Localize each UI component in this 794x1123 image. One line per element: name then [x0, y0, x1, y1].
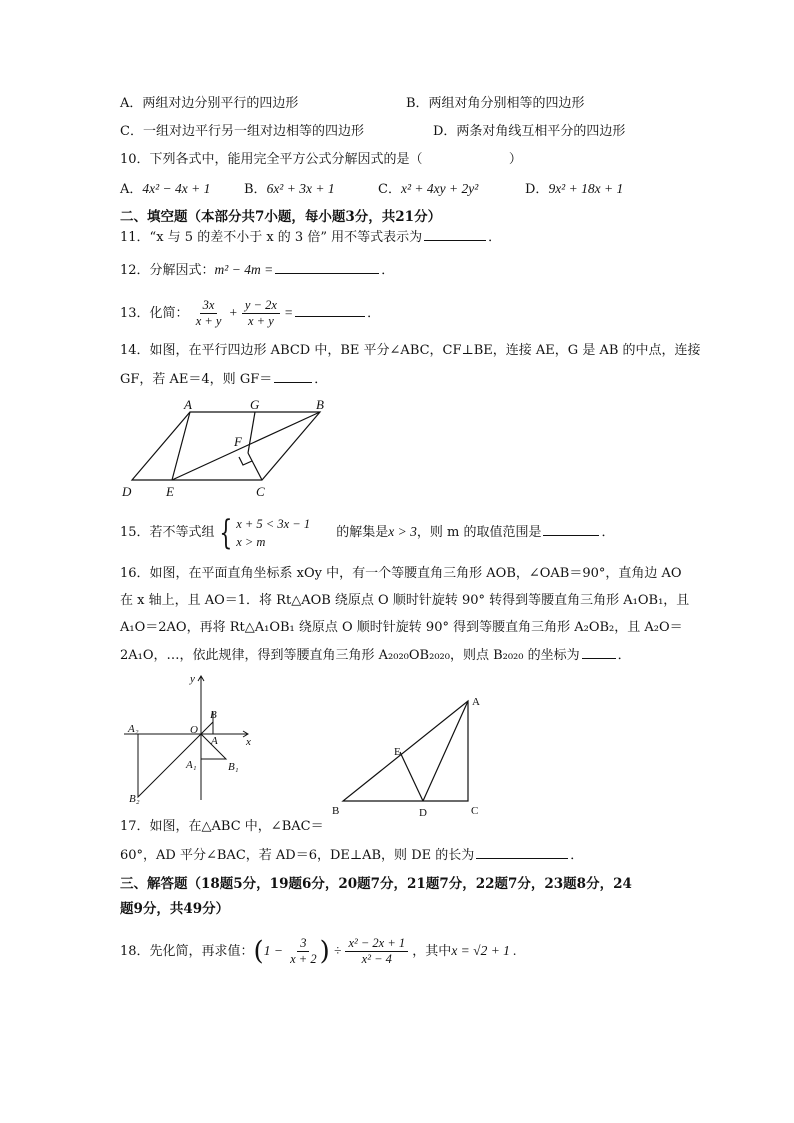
- q15-label: 15．若不等式组: [120, 525, 215, 540]
- q15-ineq2: x > m: [236, 534, 266, 549]
- label-a1: A₁: [186, 759, 197, 771]
- q18-right-paren: ): [319, 936, 330, 967]
- q18-label: 18．先化简，再求值：: [120, 944, 254, 959]
- parallelogram-abcd: [132, 412, 320, 480]
- q9-option-a: A．两组对边分别平行的四边形: [120, 96, 299, 111]
- q17-line1: 17．如图，在△ABC 中，∠BAC＝: [120, 819, 324, 834]
- segment-cf: [248, 453, 262, 480]
- q10-a-label: A．: [120, 182, 143, 197]
- triangle-abc-figure: [328, 692, 488, 822]
- inequality-system: [236, 515, 310, 551]
- q14-answer-blank[interactable]: [274, 370, 312, 383]
- q18-x-value: x = √2 + 1 .: [451, 943, 517, 958]
- q10-d-label: D．: [525, 182, 549, 197]
- q10-b-label: B．: [244, 182, 267, 197]
- q15-ineq1: x + 5 < 3x − 1: [236, 516, 311, 531]
- q13-f1-den: x + y: [195, 314, 222, 328]
- q13-fraction-1: [193, 298, 225, 329]
- q12-text: 12．分解因式：: [120, 263, 215, 278]
- label-e: E: [166, 484, 174, 499]
- label-c: C: [256, 484, 265, 499]
- q16-line3: A₁O＝2AO，再将 Rt△A₁OB₁ 绕原点 O 顺时针旋转 90° 得到等腰直角三角形 A₂OB₂，且 A₂O＝: [120, 620, 683, 635]
- q13-f2-den: x + y: [248, 314, 274, 328]
- q18-f1-den: x + 2: [290, 952, 317, 966]
- q13: 13．化简： $\frac{3x}{x + y}$ + $\frac{y - 2x}{x + y}$ = ．: [120, 298, 381, 328]
- q13-f2-num: y − 2x: [242, 298, 280, 314]
- label-a2: A₂: [128, 723, 139, 735]
- label-y: y: [190, 673, 195, 685]
- q14-line1: 14．如图，在平行四边形 ABCD 中，BE 平分∠ABC，CF⊥BE，连接 AE，G 是 AB 的中点，连接: [120, 343, 701, 358]
- q14-line2: GF，若 AE＝4，则 GF＝ ．: [120, 372, 328, 387]
- label-a: A: [472, 696, 480, 708]
- q16-line2: 在 x 轴上，且 AO＝1．将 Rt△AOB 绕原点 O 顺时针旋转 90° 转得到等腰直角三角形 A₁OB₁，且: [120, 593, 690, 608]
- q18-tail: ，其中: [412, 944, 452, 959]
- q10-option-d: [525, 180, 623, 199]
- q14-line2-text: GF，若 AE＝4，则 GF＝: [120, 372, 273, 387]
- label-a: A: [211, 735, 218, 747]
- q13-answer-blank[interactable]: [295, 304, 365, 317]
- label-x: x: [246, 736, 251, 748]
- q10-option-a: [120, 180, 210, 199]
- label-e: E: [394, 746, 401, 758]
- q18: [120, 934, 517, 969]
- system-brace: {: [218, 512, 232, 553]
- q12-expr: m² − 4m =: [214, 262, 274, 277]
- q11-text: 11．“x 与 5 的差不小于 x 的 3 倍” 用不等式表示为: [120, 230, 423, 245]
- q10-a-expr: 4x² − 4x + 1: [142, 181, 211, 196]
- q15: 15．若不等式组 { x + 5 < 3x − 1 x > m 的解集是x > 3，则 m 的取值范围是 ．: [120, 512, 615, 553]
- q18-fraction-1: [287, 936, 319, 967]
- q15-answer-blank[interactable]: [543, 523, 599, 536]
- segment-be: [172, 412, 320, 480]
- q10-option-b: [244, 180, 335, 199]
- q9-option-c: C．一组对边平行另一组对边相等的四边形: [120, 124, 364, 139]
- q18-one-minus: 1 −: [263, 943, 283, 958]
- q10-b-expr: 6x² + 3x + 1: [266, 181, 335, 196]
- q18-f1-num: 3: [297, 936, 309, 952]
- q13-label: 13．化简：: [120, 306, 189, 321]
- segment-de: [400, 752, 423, 801]
- q13-f1-num: 3x: [200, 298, 218, 314]
- q16-line4: 2A₁O，…，依此规律，得到等腰直角三角形 A₂₀₂₀OB₂₀₂₀，则点 B₂₀₂₀ 的坐标为 ．: [120, 648, 631, 663]
- q16-line1: 16．如图，在平面直角坐标系 xOy 中，有一个等腰直角三角形 AOB，∠OAB＝90°，直角边 AO: [120, 566, 682, 581]
- label-d: D: [122, 484, 132, 499]
- q10-close: ）: [508, 152, 522, 167]
- q13-equals: =: [284, 305, 294, 320]
- q15-solution: x > 3: [388, 524, 417, 539]
- q10-stem: [120, 151, 522, 169]
- q13-fraction-2: [242, 298, 280, 329]
- q9-option-b: B．两组对角分别相等的四边形: [406, 96, 585, 111]
- q17-line2: 60°，AD 平分∠BAC，若 AD＝6，DE⊥AB，则 DE 的长为 ．: [120, 848, 584, 863]
- q12-answer-blank[interactable]: [275, 261, 379, 274]
- triangle-aob: [201, 722, 213, 734]
- section3-title-line1: 三、解答题（18题5分，19题6分，20题7分，21题7分，22题7分，23题8分，24: [120, 876, 632, 892]
- q10-d-expr: 9x² + 18x + 1: [548, 181, 624, 196]
- label-g: G: [250, 397, 260, 412]
- section2-title: 二、填空题（本部分共7小题，每小题3分，共21分）: [120, 209, 442, 225]
- label-d: D: [419, 807, 427, 819]
- q11: 11．“x 与 5 的差不小于 x 的 3 倍” 用不等式表示为 ．: [120, 230, 502, 245]
- q9-option-d: D．两条对角线互相平分的四边形: [433, 124, 626, 139]
- q17-line2-text: 60°，AD 平分∠BAC，若 AD＝6，DE⊥AB，则 DE 的长为: [120, 848, 475, 863]
- q10-option-c: [378, 180, 478, 199]
- q18-f2-den: x² − 4: [361, 952, 392, 966]
- label-b: B: [316, 397, 324, 412]
- q15-tail: ，则 m 的取值范围是: [416, 525, 542, 540]
- q16-line4-text: 2A₁O，…，依此规律，得到等腰直角三角形 A₂₀₂₀OB₂₀₂₀，则点 B₂₀₂₀ 的坐标为: [120, 648, 580, 663]
- label-a: A: [184, 397, 192, 412]
- label-o: O: [190, 724, 198, 736]
- q10-stem-text: 10．下列各式中，能用完全平方公式分解因式的是（: [120, 152, 423, 167]
- q18-left-paren: (: [253, 936, 264, 967]
- label-b: B: [332, 805, 340, 817]
- q12: 12．分解因式：m² − 4m = ．: [120, 262, 395, 278]
- q17-answer-blank[interactable]: [476, 846, 568, 859]
- label-b2: B₂: [129, 793, 140, 805]
- q10-c-label: C．: [378, 182, 401, 197]
- q18-f2-num: x² − 2x + 1: [345, 936, 408, 952]
- parallelogram-figure: [118, 394, 338, 504]
- triangle-abc: [343, 701, 468, 801]
- q10-c-expr: x² + 4xy + 2y²: [400, 181, 479, 196]
- label-c: C: [471, 805, 479, 817]
- section3-title-line2: 题9分，共49分）: [120, 901, 230, 917]
- label-f: F: [234, 434, 242, 449]
- q18-fraction-2: [345, 936, 408, 967]
- segment-gf: [248, 412, 255, 453]
- label-b: B: [210, 709, 217, 721]
- q16-answer-blank[interactable]: [582, 646, 616, 659]
- q11-answer-blank[interactable]: [424, 228, 486, 241]
- q18-divide: ÷: [333, 943, 342, 958]
- coordinate-figure: [124, 672, 264, 808]
- q15-mid: 的解集是: [336, 525, 389, 540]
- q13-plus: +: [228, 305, 238, 320]
- label-b1: B₁: [228, 761, 239, 773]
- segment-ad: [423, 701, 468, 801]
